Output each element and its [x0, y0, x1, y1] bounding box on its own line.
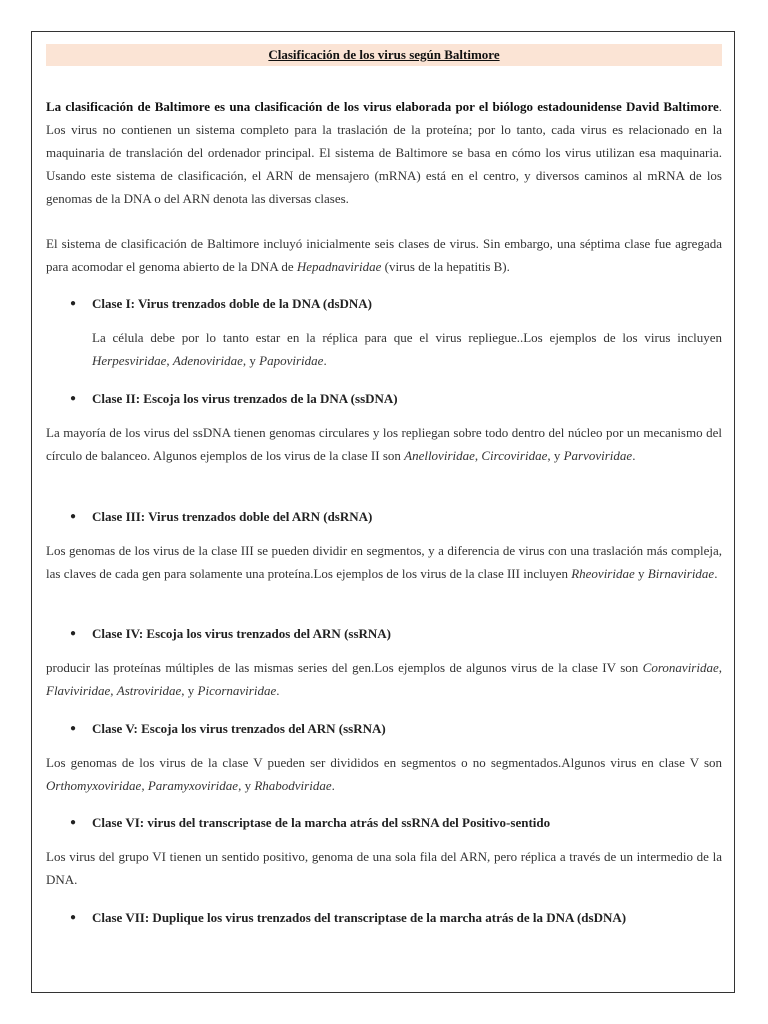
intro-rest: . Los virus no contienen un sistema completo para la traslación de la proteína; por lo tanto, cada virus es relacionado en la maquinaria de translación del ordenador principal. El sistema de Baltimore se basa en cómo los virus utilizan esa maquinaria. Usando este sistema de clasificación, el ARN de mensajero (mRNA) está en el centro, y diversos caminos al mRNA de los genomas de la DNA o del ARN denota las diversas clases. [46, 99, 722, 206]
example: Birnaviridae [647, 566, 715, 581]
class-1-text: La célula debe por lo tanto estar en la réplica para que el virus repliegue..Los ejemplos de los virus incluyen Herpesviridae, Adenoviridae, y Papoviridae. [92, 330, 722, 368]
example: Circoviridae [481, 448, 548, 463]
class-4-heading: Clase IV: Escoja los virus trenzados del ARN (ssRNA) [92, 626, 392, 641]
example: Papoviridae [259, 353, 324, 368]
intro-paragraph-2 [46, 232, 722, 278]
class-3-text: Los genomas de los virus de la clase III se pueden dividir en segmentos, y a diferencia de virus con una traslación más compleja, las claves de cada gen para solamente una proteína.Los ejemplos de los virus de la clase III incluyen Rheoviridae y Birnaviridae. [46, 543, 722, 581]
intro-paragraph [46, 95, 722, 210]
bullet-icon: ● [70, 298, 77, 309]
example: Picornaviridae [197, 683, 277, 698]
example: Flaviviridae [46, 683, 111, 698]
class-3-heading: Clase III: Virus trenzados doble del ARN (dsRNA) [92, 509, 373, 524]
example: Paramyxoviridae [147, 778, 239, 793]
document-title: Clasificación de los virus según Baltimore [268, 47, 500, 62]
example: Astroviridae [116, 683, 182, 698]
example: Rhabodviridae [254, 778, 332, 793]
intro-bold-lead: La clasificación de Baltimore es una clasificación de los virus elaborada por el biólogo estadounidense David Baltimore [46, 99, 719, 114]
example: Orthomyxoviridae [46, 778, 142, 793]
intro2-italic: Hepadnaviridae [296, 259, 382, 274]
class-6-text: Los virus del grupo VI tienen un sentido positivo, genoma de una sola fila del ARN, pero réplica a través de un intermedio de la DNA. [46, 849, 722, 887]
class-2-heading: Clase II: Escoja los virus trenzados de la DNA (ssDNA) [92, 391, 398, 406]
bullet-icon: ● [70, 912, 77, 923]
class-6-heading: Clase VI: virus del transcriptase de la marcha atrás del ssRNA del Positivo-sentido [92, 815, 551, 830]
example: Anelloviridae [404, 448, 475, 463]
bullet-icon: ● [70, 817, 77, 828]
class-7-heading: Clase VII: Duplique los virus trenzados del transcriptase de la marcha atrás de la DNA (dsDNA) [92, 910, 627, 925]
intro2-tail: (virus de la hepatitis B). [381, 259, 510, 274]
class-1-heading: Clase I: Virus trenzados doble de la DNA (dsDNA) [92, 296, 372, 311]
class-5-text: Los genomas de los virus de la clase V pueden ser divididos en segmentos o no segmentados.Algunos virus en clase V son Orthomyxoviridae, Paramyxoviridae, y Rhabodviridae. [46, 755, 722, 793]
bullet-icon: ● [70, 511, 77, 522]
class-5-heading: Clase V: Escoja los virus trenzados del ARN (ssRNA) [92, 721, 386, 736]
example: Coronaviridae [642, 660, 719, 675]
bullet-icon: ● [70, 628, 77, 639]
example: Parvoviridae [563, 448, 633, 463]
bullet-icon: ● [70, 393, 77, 404]
example: Adenoviridae [172, 353, 243, 368]
class-4-text: producir las proteínas múltiples de las mismas series del gen.Los ejemplos de algunos virus de la clase IV son Coronaviridae, Flaviviridae, Astroviridae, y Picornaviridae. [46, 660, 722, 698]
example: Rheoviridae [571, 566, 635, 581]
example: Herpesviridae [92, 353, 167, 368]
intro2-text: El sistema de clasificación de Baltimore incluyó inicialmente seis clases de virus. Sin embargo, una séptima clase fue agregada para acomodar el genoma abierto de la DNA de [46, 236, 722, 274]
bullet-icon: ● [70, 723, 77, 734]
class-2-text: La mayoría de los virus del ssDNA tienen genomas circulares y los repliegan sobre todo dentro del núcleo por un mecanismo del círculo de balanceo. Algunos ejemplos de los virus de la clase II son Anelloviridae, Circoviridae, y Parvoviridae. [46, 425, 722, 463]
